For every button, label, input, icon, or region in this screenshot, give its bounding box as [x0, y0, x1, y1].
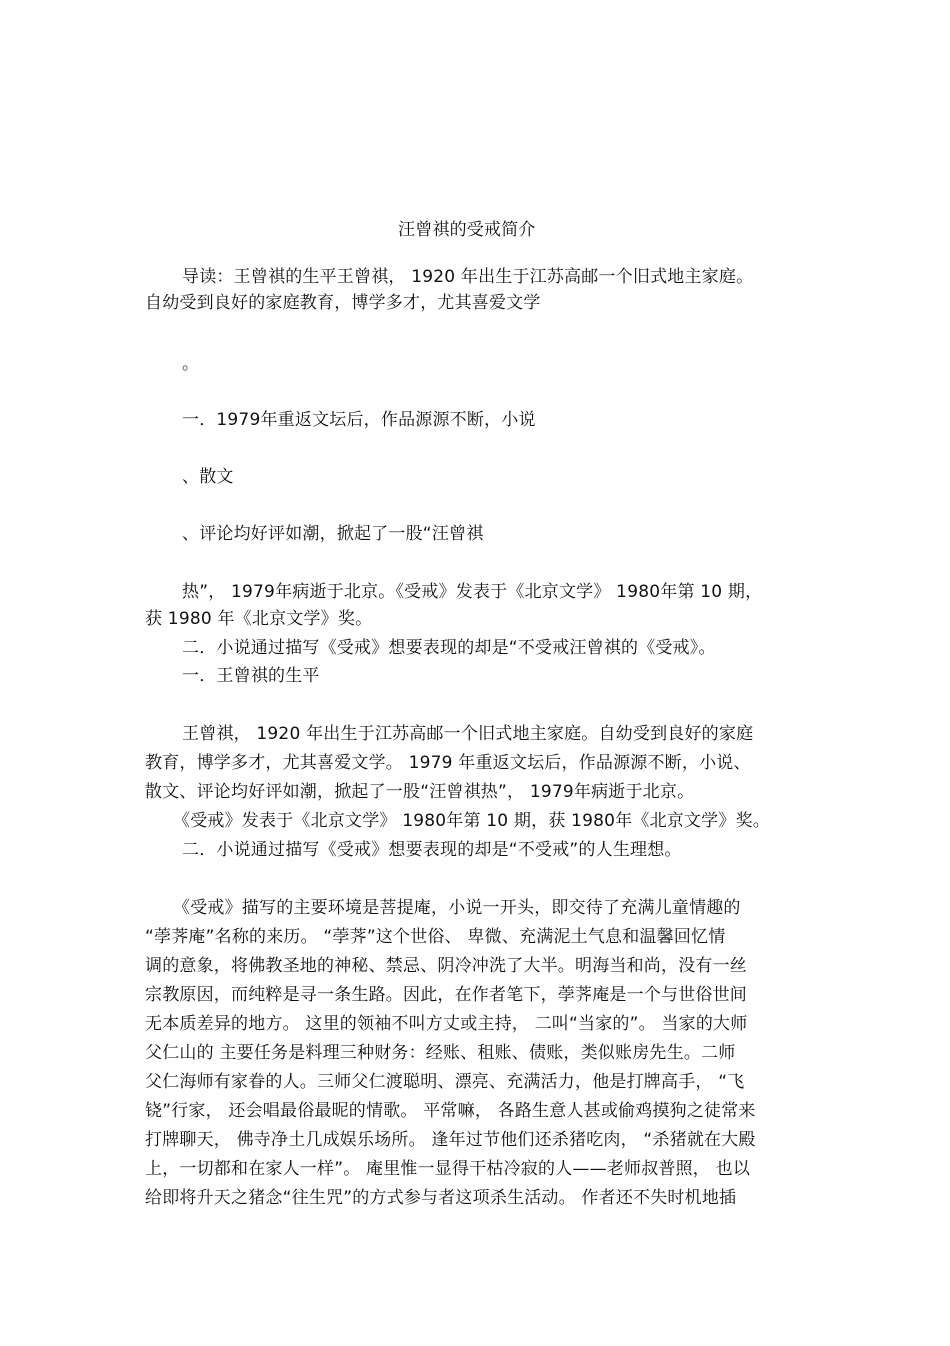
paragraph-line: 、散文 [182, 467, 234, 487]
paragraph-line: 导读：王曾祺的生平王曾祺， 1920 年出生于江苏高邮一个旧式地主家庭。 [182, 267, 754, 287]
paragraph-line: “荸荠庵”名称的来历。 “荸荠”这个世俗、 卑微、充满泥土气息和温馨回忆情 [145, 927, 726, 947]
paragraph-line: 获 1980 年《北京文学》奖。 [145, 609, 373, 629]
paragraph-line: 父仁海师有家眷的人。三师父仁渡聪明、漂亮、充满活力，他是打牌高手， “飞 [145, 1072, 745, 1092]
paragraph-line: 宗教原因，而纯粹是寻一条生路。因此，在作者笔下，荸荠庵是一个与世俗世间 [145, 985, 747, 1005]
paragraph-line: 一．1979年重返文坛后，作品源源不断，小说 [182, 410, 536, 430]
paragraph-line: 、评论均好评如潮，掀起了一股“汪曾祺 [182, 524, 484, 544]
paragraph-line: 教育，博学多才，尤其喜爱文学。 1979 年重返文坛后，作品源源不断，小说、 [145, 753, 751, 773]
paragraph-line: 父仁山的 主要任务是料理三种财务：经账、租账、债账，类似账房先生。二师 [145, 1043, 736, 1063]
paragraph-line: 热”， 1979年病逝于北京。《受戒》发表于《北京文学》 1980年第 10 期， [182, 582, 763, 602]
paragraph-line: 无本质差异的地方。 这里的领袖不叫方丈或主持， 二叫“当家的”。 当家的大师 [145, 1014, 748, 1034]
paragraph-line: 上，一切都和在家人一样”。 庵里惟一显得干枯冷寂的人——老师叔普照， 也以 [145, 1159, 751, 1179]
paragraph-line: 二．小说通过描写《受戒》想要表现的却是“不受戒汪曾祺的《受戒》。 [182, 638, 716, 658]
document-title: 汪曾祺的受戒简介 [398, 220, 536, 240]
paragraph-line: 铙”行家， 还会唱最俗最昵的情歌。 平常嘛， 各路生意人甚或偷鸡摸狗之徒常来 [145, 1101, 756, 1121]
paragraph-line: 一．王曾祺的生平 [182, 666, 320, 686]
paragraph-line: 打牌聊天， 佛寺净土几成娱乐场所。 逢年过节他们还杀猪吃肉， “杀猪就在大殿 [145, 1130, 756, 1150]
paragraph-line: 二．小说通过描写《受戒》想要表现的却是“不受戒”的人生理想。 [182, 840, 682, 860]
paragraph-line: 王曾祺， 1920 年出生于江苏高邮一个旧式地主家庭。自幼受到良好的家庭 [182, 724, 754, 744]
paragraph-line: 自幼受到良好的家庭教育，博学多才，尤其喜爱文学 [145, 293, 541, 313]
paragraph-line: 《受戒》发表于《北京文学》 1980年第 10 期，获 1980年《北京文学》奖。 [173, 811, 770, 831]
paragraph-line: 《受戒》描写的主要环境是菩提庵，小说一开头，即交待了充满儿童情趣的 [173, 898, 741, 918]
paragraph-line: 散文、评论均好评如潮，掀起了一股“汪曾祺热”， 1979年病逝于北京。 [145, 782, 695, 802]
paragraph-line: 。 [182, 354, 200, 374]
paragraph-line: 调的意象，将佛教圣地的神秘、禁忌、阴冷冲洗了大半。明海当和尚，没有一丝 [145, 956, 747, 976]
paragraph-line: 给即将升天之猪念“往生咒”的方式参与者这项杀生活动。 作者还不失时机地插 [145, 1188, 737, 1208]
